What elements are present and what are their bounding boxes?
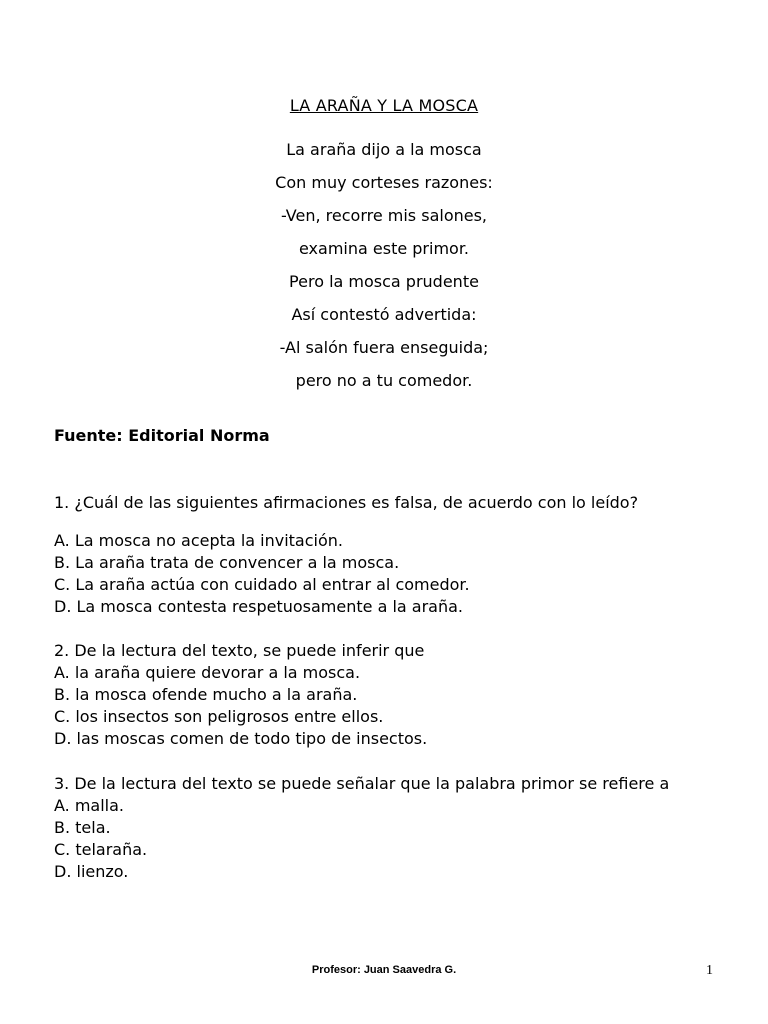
poem-line: La araña dijo a la mosca (286, 140, 482, 159)
poem-line: pero no a tu comedor. (295, 371, 473, 390)
answer-option: A. malla. (54, 796, 125, 815)
answer-option: A. La mosca no acepta la invitación. (54, 531, 343, 550)
document-title: LA ARAÑA Y LA MOSCA (289, 96, 479, 115)
answer-option: B. la mosca ofende mucho a la araña. (54, 685, 358, 704)
page-number: 1 (706, 963, 713, 978)
poem-line: examina este primor. (298, 239, 470, 258)
answer-option: A. la araña quiere devorar a la mosca. (54, 663, 361, 682)
poem-line: -Ven, recorre mis salones, (280, 206, 488, 225)
poem-line: Pero la mosca prudente (289, 272, 479, 291)
answer-option: C. telaraña. (54, 840, 148, 859)
source-credit: Fuente: Editorial Norma (54, 426, 270, 445)
answer-option: D. La mosca contesta respetuosamente a la araña. (54, 597, 464, 616)
question-3 (54, 773, 734, 883)
answer-option: B. La araña trata de convencer a la mosca. (54, 553, 400, 572)
question-2 (54, 640, 734, 750)
answer-option: C. los insectos son peligrosos entre ellos. (54, 707, 384, 726)
answer-option: B. tela. (54, 818, 111, 837)
answer-option: D. lienzo. (54, 862, 129, 881)
question-1 (54, 492, 734, 618)
question-stem: 3. De la lectura del texto se puede señalar que la palabra primor se refiere a (54, 774, 670, 793)
question-stem: 2. De la lectura del texto, se puede inferir que (54, 641, 425, 660)
poem (0, 140, 768, 404)
question-stem: 1. ¿Cuál de las siguientes afirmaciones es falsa, de acuerdo con lo leído? (54, 493, 639, 512)
answer-option: D. las moscas comen de todo tipo de insectos. (54, 729, 428, 748)
footer-teacher: Profesor: Juan Saavedra G. (311, 964, 457, 976)
poem-line: Con muy corteses razones: (275, 173, 493, 192)
poem-line: Así contestó advertida: (291, 305, 477, 324)
answer-option: C. La araña actúa con cuidado al entrar al comedor. (54, 575, 470, 594)
poem-line: -Al salón fuera enseguida; (279, 338, 489, 357)
